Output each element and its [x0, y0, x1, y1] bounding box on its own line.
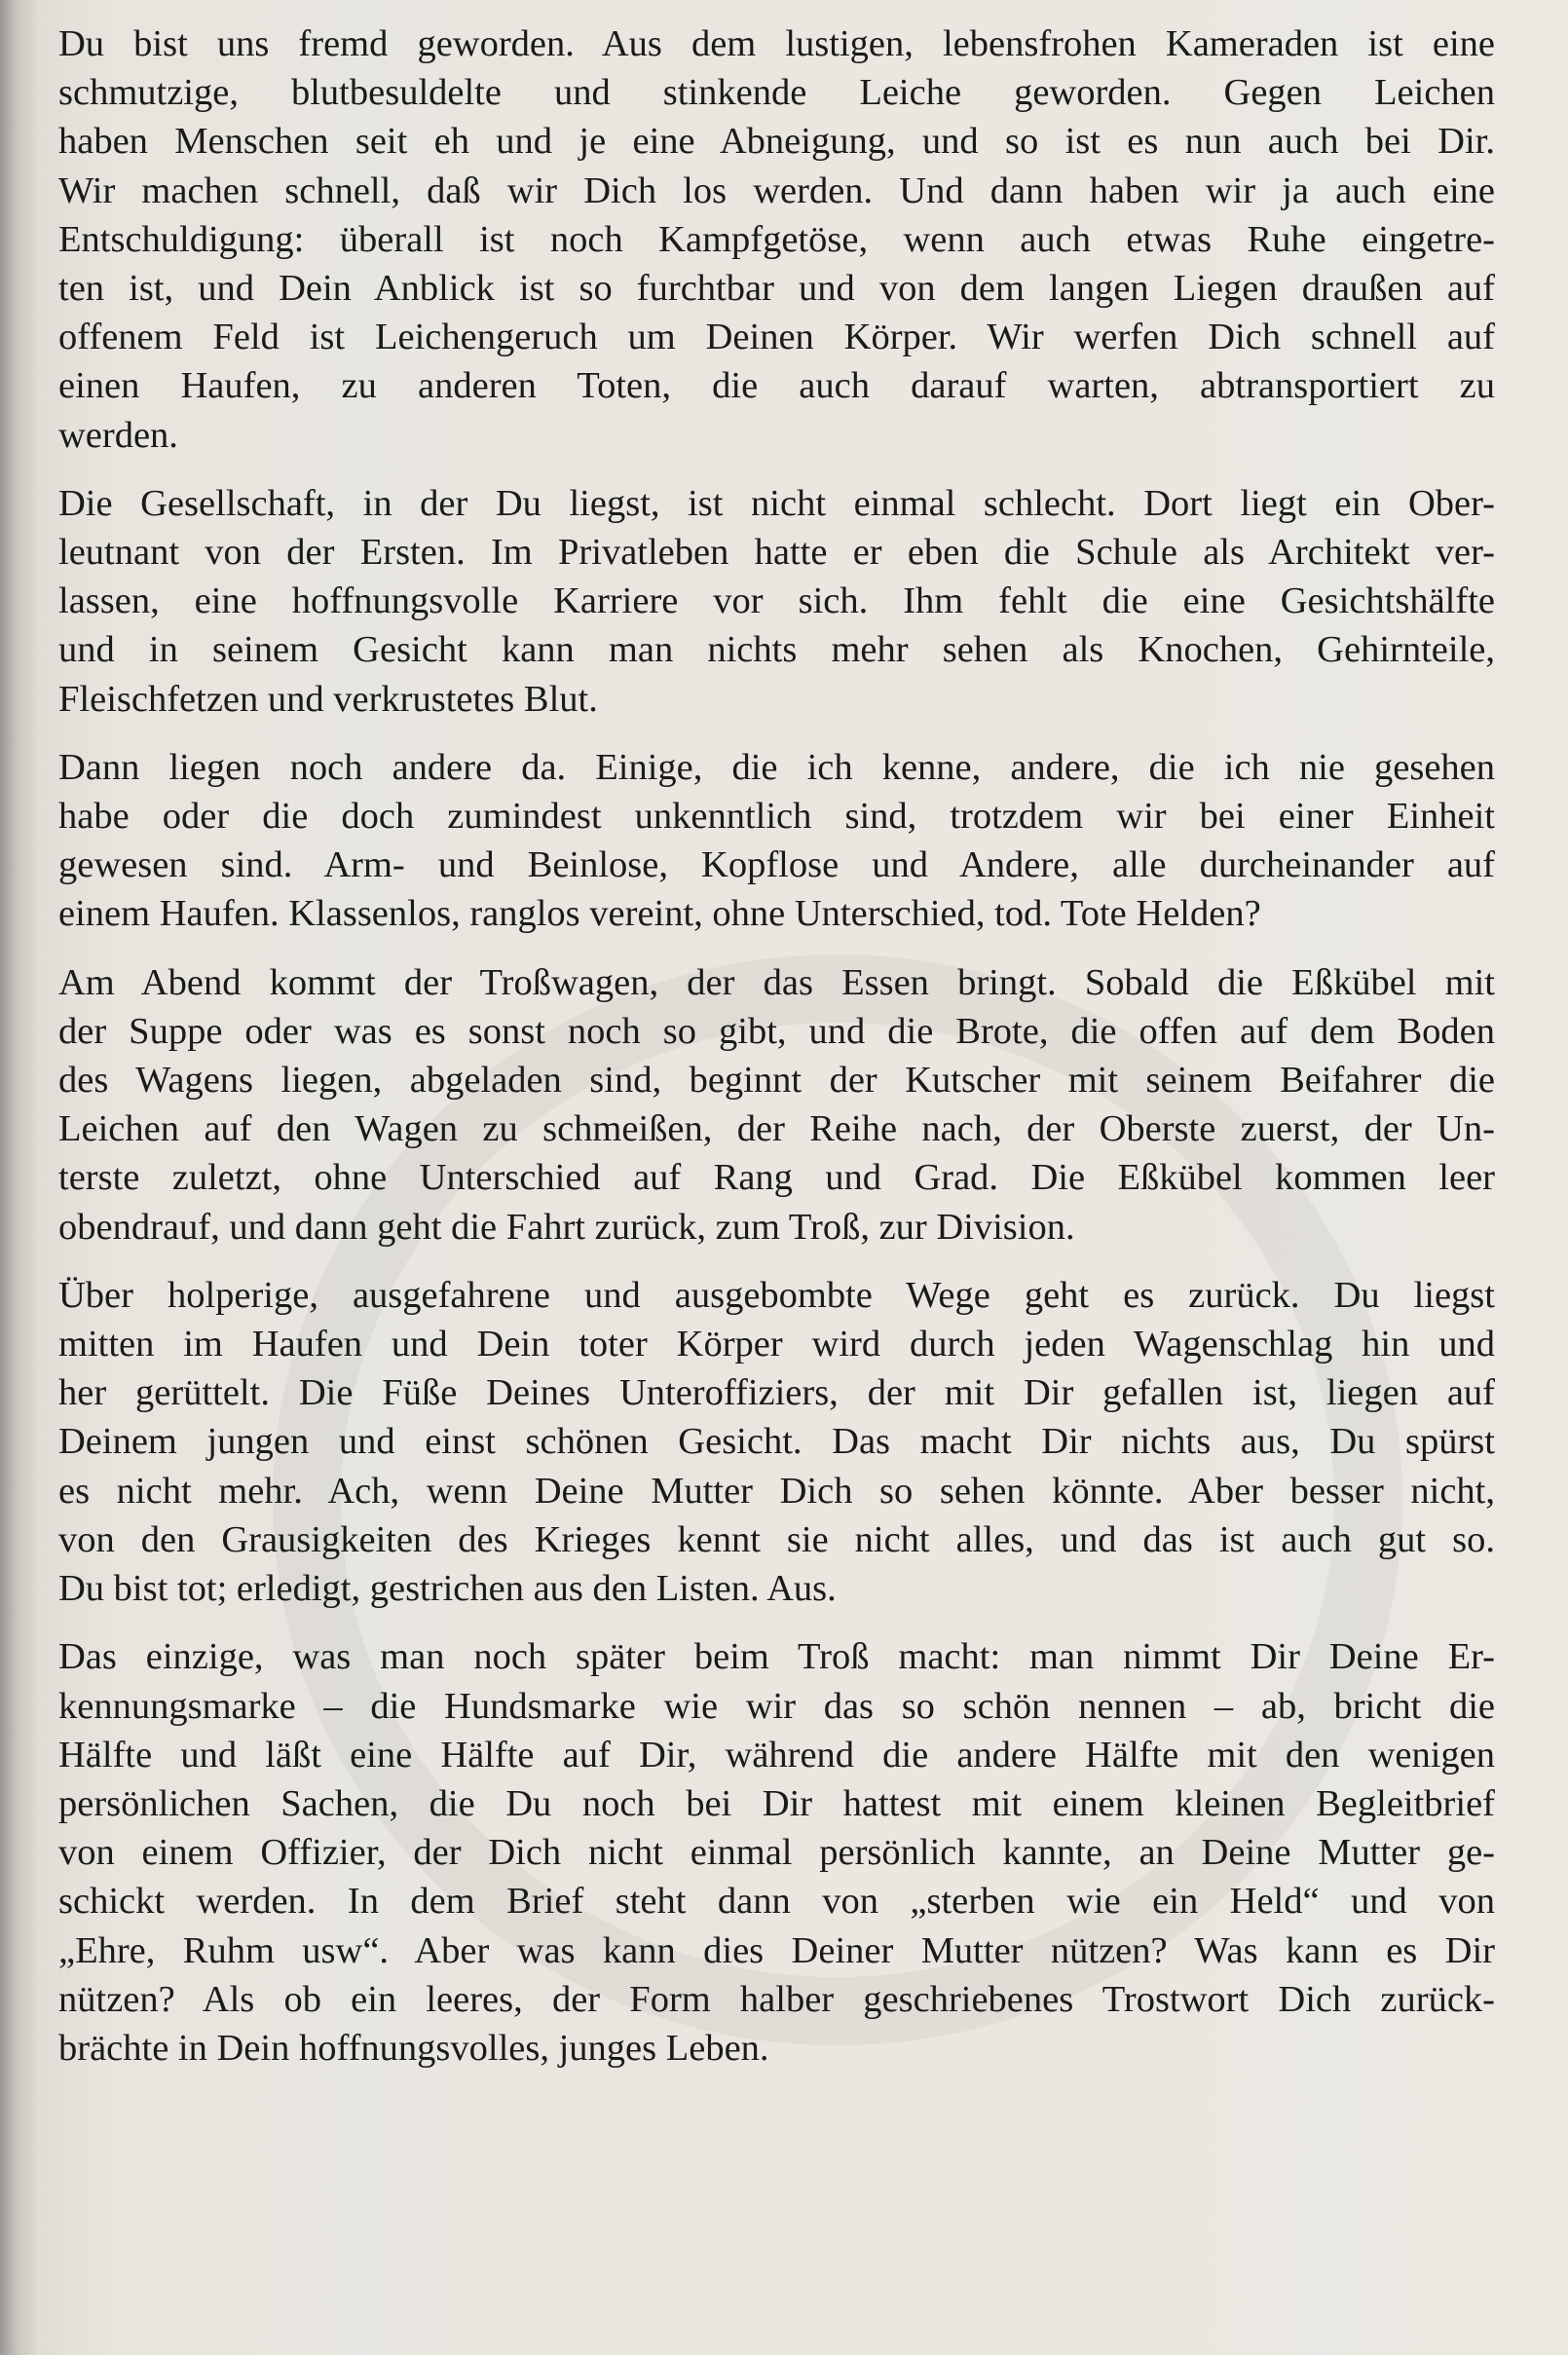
text-line: leutnant von der Ersten. Im Privatleben hatte er eben die Schule als Architekt ver-: [58, 532, 1495, 574]
text-line: Du bist uns fremd geworden. Aus dem lustigen, lebensfrohen Kameraden ist eine: [58, 23, 1495, 64]
text-line: von den Grausigkeiten des Krieges kennt sie nicht alles, und das ist auch gut so.: [58, 1518, 1495, 1560]
paragraph: [58, 743, 1495, 939]
text-line: her gerüttelt. Die Füße Deines Unteroffiziers, der mit Dir gefallen ist, liegen auf: [58, 1372, 1495, 1414]
text-line: gewesen sind. Arm- und Beinlose, Kopflose und Andere, alle durcheinander auf: [58, 844, 1495, 886]
text-line: mitten im Haufen und Dein toter Körper wird durch jeden Wagenschlag hin und: [58, 1324, 1495, 1365]
text-line: lassen, eine hoffnungsvolle Karriere vor sich. Ihm fehlt die eine Gesichtshälfte: [58, 580, 1495, 622]
text-line: einem Haufen. Klassenlos, ranglos vereint, ohne Unterschied, tod. Tote Helden?: [58, 893, 1261, 935]
text-line: Fleischfetzen und verkrustetes Blut.: [58, 678, 598, 720]
text-line: terste zuletzt, ohne Unterschied auf Rang und Grad. Die Eßkübel kommen leer: [58, 1157, 1495, 1199]
text-line: es nicht mehr. Ach, wenn Deine Mutter Dich so sehen könnte. Aber besser nicht,: [58, 1470, 1495, 1512]
text-line: schmutzige, blutbesuldelte und stinkende Leiche geworden. Gegen Leichen: [58, 72, 1495, 114]
paragraph: [58, 19, 1495, 460]
text-line: Dann liegen noch andere da. Einige, die ich kenne, andere, die ich nie gesehen: [58, 746, 1495, 788]
text-line: schickt werden. In dem Brief steht dann von „sterben wie ein Held“ und von: [58, 1881, 1495, 1923]
text-line: Am Abend kommt der Troßwagen, der das Essen bringt. Sobald die Eßkübel mit: [58, 961, 1495, 1003]
text-line: und in seinem Gesicht kann man nichts mehr sehen als Knochen, Gehirnteile,: [58, 629, 1495, 671]
text-line: Entschuldigung: überall ist noch Kampfgetöse, wenn auch etwas Ruhe eingetre-: [58, 218, 1495, 260]
paragraph: [58, 1271, 1495, 1613]
text-line: der Suppe oder was es sonst noch so gibt, und die Brote, die offen auf dem Boden: [58, 1010, 1495, 1052]
body-text: [58, 19, 1495, 2092]
text-line: brächte in Dein hoffnungsvolles, junges Leben.: [58, 2027, 769, 2069]
text-line: werden.: [58, 414, 178, 456]
text-line: von einem Offizier, der Dich nicht einmal persönlich kannte, an Deine Mutter ge-: [58, 1832, 1495, 1874]
text-line: des Wagens liegen, abgeladen sind, beginnt der Kutscher mit seinem Beifahrer die: [58, 1060, 1495, 1102]
text-line: Die Gesellschaft, in der Du liegst, ist nicht einmal schlecht. Dort liegt ein Ober-: [58, 482, 1495, 524]
text-line: Deinem jungen und einst schönen Gesicht. Das macht Dir nichts aus, Du spürst: [58, 1421, 1495, 1463]
text-line: kennungsmarke – die Hundsmarke wie wir das so schön nennen – ab, bricht die: [58, 1685, 1495, 1727]
text-line: Du bist tot; erledigt, gestrichen aus den Listen. Aus.: [58, 1568, 837, 1610]
text-line: Leichen auf den Wagen zu schmeißen, der Reihe nach, der Oberste zuerst, der Un-: [58, 1108, 1495, 1150]
text-line: „Ehre, Ruhm usw“. Aber was kann dies Deiner Mutter nützen? Was kann es Dir: [58, 1929, 1495, 1971]
text-line: Über holperige, ausgefahrene und ausgebombte Wege geht es zurück. Du liegst: [58, 1274, 1495, 1316]
text-line: habe oder die doch zumindest unkenntlich sind, trotzdem wir bei einer Einheit: [58, 796, 1495, 838]
text-line: nützen? Als ob ein leeres, der Form halber geschriebenes Trostwort Dich zurück-: [58, 1978, 1495, 2020]
paragraph: [58, 958, 1495, 1252]
text-line: ten ist, und Dein Anblick ist so furchtbar und von dem langen Liegen draußen auf: [58, 268, 1495, 310]
text-line: einen Haufen, zu anderen Toten, die auch darauf warten, abtransportiert zu: [58, 365, 1495, 407]
paragraph: [58, 1632, 1495, 2073]
text-line: persönlichen Sachen, die Du noch bei Dir hattest mit einem kleinen Begleitbrief: [58, 1782, 1495, 1824]
paragraph: [58, 479, 1495, 724]
text-line: Das einzige, was man noch später beim Troß macht: man nimmt Dir Deine Er-: [58, 1636, 1495, 1678]
text-line: Wir machen schnell, daß wir Dich los werden. Und dann haben wir ja auch eine: [58, 169, 1495, 211]
text-line: offenem Feld ist Leichengeruch um Deinen Körper. Wir werfen Dich schnell auf: [58, 317, 1495, 358]
text-line: haben Menschen seit eh und je eine Abneigung, und so ist es nun auch bei Dir.: [58, 121, 1495, 163]
text-line: obendrauf, und dann geht die Fahrt zurück, zum Troß, zur Division.: [58, 1206, 1075, 1248]
text-line: Hälfte und läßt eine Hälfte auf Dir, während die andere Hälfte mit den wenigen: [58, 1734, 1495, 1776]
